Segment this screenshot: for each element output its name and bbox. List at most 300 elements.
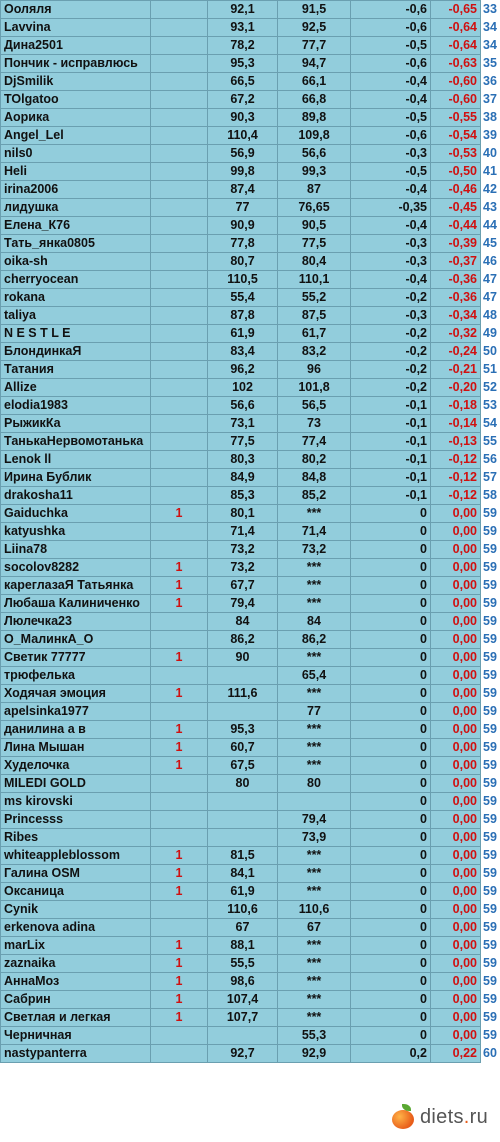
previous-weight <box>208 793 278 811</box>
current-weight: *** <box>278 721 351 739</box>
table-row <box>1 649 500 667</box>
participant-name: erkenova adina <box>1 919 151 937</box>
previous-weight: 96,2 <box>208 361 278 379</box>
table-row <box>1 847 500 865</box>
current-weight: *** <box>278 739 351 757</box>
participant-name: Ходячая эмоция <box>1 685 151 703</box>
table-row <box>1 829 500 847</box>
table-row <box>1 289 500 307</box>
rank-number: 60 <box>481 1045 500 1063</box>
percent-change: -0,20 <box>431 379 481 397</box>
rank-number: 47 <box>481 289 500 307</box>
missed-weigh-in-flag <box>151 793 208 811</box>
current-weight: *** <box>278 685 351 703</box>
table-row <box>1 1009 500 1027</box>
rank-number: 51 <box>481 361 500 379</box>
table-row <box>1 109 500 127</box>
previous-weight <box>208 811 278 829</box>
missed-weigh-in-flag <box>151 127 208 145</box>
table-row <box>1 235 500 253</box>
weight-change: -0,5 <box>351 163 431 181</box>
weight-change: -0,4 <box>351 271 431 289</box>
participant-name: rokana <box>1 289 151 307</box>
current-weight: 77,5 <box>278 235 351 253</box>
participant-name: apelsinka1977 <box>1 703 151 721</box>
percent-change: -0,12 <box>431 451 481 469</box>
previous-weight <box>208 1027 278 1045</box>
current-weight: *** <box>278 1009 351 1027</box>
missed-weigh-in-flag <box>151 217 208 235</box>
participant-name: Ооляля <box>1 1 151 19</box>
rank-number: 59 <box>481 685 500 703</box>
table-row <box>1 523 500 541</box>
previous-weight: 110,5 <box>208 271 278 289</box>
current-weight: 66,8 <box>278 91 351 109</box>
weight-change: 0 <box>351 595 431 613</box>
participant-name: Оксаница <box>1 883 151 901</box>
participant-name: whiteappleblossom <box>1 847 151 865</box>
percent-change: 0,00 <box>431 775 481 793</box>
missed-weigh-in-flag <box>151 325 208 343</box>
participant-name: DjSmilik <box>1 73 151 91</box>
rank-number: 43 <box>481 199 500 217</box>
previous-weight: 55,5 <box>208 955 278 973</box>
previous-weight: 61,9 <box>208 883 278 901</box>
percent-change: -0,45 <box>431 199 481 217</box>
percent-change: -0,13 <box>431 433 481 451</box>
table-body <box>1 1 500 1063</box>
participant-name: Светик 77777 <box>1 649 151 667</box>
rank-number: 59 <box>481 973 500 991</box>
percent-change: -0,63 <box>431 55 481 73</box>
weight-change: -0,4 <box>351 181 431 199</box>
percent-change: 0,00 <box>431 991 481 1009</box>
table-row <box>1 181 500 199</box>
percent-change: -0,12 <box>431 469 481 487</box>
missed-weigh-in-flag <box>151 667 208 685</box>
percent-change: -0,65 <box>431 1 481 19</box>
percent-change: 0,00 <box>431 811 481 829</box>
rank-number: 59 <box>481 541 500 559</box>
previous-weight: 85,3 <box>208 487 278 505</box>
percent-change: 0,00 <box>431 703 481 721</box>
missed-weigh-in-flag: 1 <box>151 757 208 775</box>
table-row <box>1 73 500 91</box>
previous-weight: 73,2 <box>208 559 278 577</box>
percent-change: -0,64 <box>431 19 481 37</box>
percent-change: -0,21 <box>431 361 481 379</box>
weight-change: 0 <box>351 667 431 685</box>
diets-logo <box>390 1104 488 1130</box>
participant-name: АннаМоз <box>1 973 151 991</box>
table-row <box>1 991 500 1009</box>
previous-weight: 55,4 <box>208 289 278 307</box>
percent-change: -0,39 <box>431 235 481 253</box>
missed-weigh-in-flag: 1 <box>151 847 208 865</box>
missed-weigh-in-flag <box>151 181 208 199</box>
rank-number: 47 <box>481 271 500 289</box>
rank-number: 59 <box>481 1027 500 1045</box>
percent-change: 0,00 <box>431 865 481 883</box>
weight-change: -0,3 <box>351 307 431 325</box>
missed-weigh-in-flag <box>151 613 208 631</box>
weight-change: 0 <box>351 937 431 955</box>
participant-name: cherryocean <box>1 271 151 289</box>
percent-change: -0,53 <box>431 145 481 163</box>
weight-change: 0 <box>351 991 431 1009</box>
current-weight: 73,2 <box>278 541 351 559</box>
weight-change: 0 <box>351 865 431 883</box>
participant-name: Дина2501 <box>1 37 151 55</box>
previous-weight: 90,3 <box>208 109 278 127</box>
missed-weigh-in-flag <box>151 55 208 73</box>
table-row <box>1 937 500 955</box>
current-weight: 110,1 <box>278 271 351 289</box>
weight-change: -0,2 <box>351 379 431 397</box>
table-row <box>1 127 500 145</box>
current-weight: *** <box>278 757 351 775</box>
missed-weigh-in-flag <box>151 361 208 379</box>
rank-number: 59 <box>481 829 500 847</box>
current-weight: 89,8 <box>278 109 351 127</box>
rank-number: 59 <box>481 991 500 1009</box>
participant-name: Тать_янка0805 <box>1 235 151 253</box>
missed-weigh-in-flag <box>151 163 208 181</box>
weight-change: -0,1 <box>351 397 431 415</box>
weight-change: 0 <box>351 811 431 829</box>
previous-weight: 67 <box>208 919 278 937</box>
table-row <box>1 505 500 523</box>
percent-change: -0,36 <box>431 289 481 307</box>
current-weight: 92,9 <box>278 1045 351 1063</box>
participant-name: N E S T L E <box>1 325 151 343</box>
previous-weight: 110,4 <box>208 127 278 145</box>
participant-name: Люлечка23 <box>1 613 151 631</box>
rank-number: 59 <box>481 937 500 955</box>
weight-change: -0,4 <box>351 217 431 235</box>
percent-change: 0,00 <box>431 523 481 541</box>
weight-change: 0 <box>351 1009 431 1027</box>
previous-weight: 95,3 <box>208 55 278 73</box>
previous-weight <box>208 667 278 685</box>
percent-change: -0,54 <box>431 127 481 145</box>
table-row <box>1 487 500 505</box>
rank-number: 34 <box>481 19 500 37</box>
current-weight: *** <box>278 865 351 883</box>
previous-weight: 88,1 <box>208 937 278 955</box>
previous-weight: 81,5 <box>208 847 278 865</box>
percent-change: 0,00 <box>431 1027 481 1045</box>
participant-name: О_МалинкА_О <box>1 631 151 649</box>
missed-weigh-in-flag: 1 <box>151 937 208 955</box>
percent-change: 0,00 <box>431 541 481 559</box>
table-row <box>1 793 500 811</box>
missed-weigh-in-flag <box>151 703 208 721</box>
rank-number: 59 <box>481 757 500 775</box>
participant-name: Princesss <box>1 811 151 829</box>
current-weight: 77,7 <box>278 37 351 55</box>
weight-change: 0 <box>351 883 431 901</box>
table-row <box>1 145 500 163</box>
previous-weight: 77 <box>208 199 278 217</box>
current-weight: 80,4 <box>278 253 351 271</box>
participant-name: Lenok ll <box>1 451 151 469</box>
rank-number: 59 <box>481 703 500 721</box>
weight-change: -0,1 <box>351 433 431 451</box>
rank-number: 56 <box>481 451 500 469</box>
percent-change: -0,32 <box>431 325 481 343</box>
weight-change: -0,6 <box>351 55 431 73</box>
rank-number: 59 <box>481 775 500 793</box>
weight-change: -0,2 <box>351 289 431 307</box>
previous-weight: 84,1 <box>208 865 278 883</box>
weight-change: 0 <box>351 721 431 739</box>
previous-weight: 86,2 <box>208 631 278 649</box>
rank-number: 38 <box>481 109 500 127</box>
weight-change: -0,3 <box>351 253 431 271</box>
current-weight: *** <box>278 505 351 523</box>
missed-weigh-in-flag: 1 <box>151 595 208 613</box>
rank-number: 59 <box>481 883 500 901</box>
percent-change: 0,00 <box>431 613 481 631</box>
rank-number: 46 <box>481 253 500 271</box>
rank-number: 59 <box>481 955 500 973</box>
previous-weight: 77,8 <box>208 235 278 253</box>
previous-weight: 84 <box>208 613 278 631</box>
current-weight: 85,2 <box>278 487 351 505</box>
rank-number: 42 <box>481 181 500 199</box>
missed-weigh-in-flag <box>151 307 208 325</box>
missed-weigh-in-flag <box>151 541 208 559</box>
rank-number: 59 <box>481 613 500 631</box>
table-row <box>1 1 500 19</box>
missed-weigh-in-flag: 1 <box>151 883 208 901</box>
participant-name: katyushka <box>1 523 151 541</box>
missed-weigh-in-flag <box>151 271 208 289</box>
previous-weight: 67,7 <box>208 577 278 595</box>
weight-change: 0 <box>351 703 431 721</box>
rank-number: 45 <box>481 235 500 253</box>
table-row <box>1 559 500 577</box>
rank-number: 59 <box>481 667 500 685</box>
rank-number: 34 <box>481 37 500 55</box>
rank-number: 50 <box>481 343 500 361</box>
percent-change: -0,34 <box>431 307 481 325</box>
percent-change: -0,64 <box>431 37 481 55</box>
rank-number: 53 <box>481 397 500 415</box>
weight-change: 0 <box>351 919 431 937</box>
missed-weigh-in-flag: 1 <box>151 739 208 757</box>
current-weight: *** <box>278 559 351 577</box>
rank-number: 37 <box>481 91 500 109</box>
participant-name: TOlgatoo <box>1 91 151 109</box>
missed-weigh-in-flag <box>151 901 208 919</box>
rank-number: 35 <box>481 55 500 73</box>
previous-weight: 95,3 <box>208 721 278 739</box>
table-row <box>1 433 500 451</box>
percent-change: -0,46 <box>431 181 481 199</box>
weight-change: -0,5 <box>351 109 431 127</box>
table-row <box>1 595 500 613</box>
table-row <box>1 631 500 649</box>
missed-weigh-in-flag: 1 <box>151 685 208 703</box>
percent-change: 0,00 <box>431 793 481 811</box>
percent-change: 0,00 <box>431 505 481 523</box>
percent-change: -0,37 <box>431 253 481 271</box>
rank-number: 54 <box>481 415 500 433</box>
participant-name: Ирина Бублик <box>1 469 151 487</box>
current-weight: 56,6 <box>278 145 351 163</box>
participant-name: Gaiduchka <box>1 505 151 523</box>
participant-name: Галина OSM <box>1 865 151 883</box>
weight-change: -0,3 <box>351 235 431 253</box>
percent-change: -0,50 <box>431 163 481 181</box>
missed-weigh-in-flag <box>151 451 208 469</box>
participant-name: taliya <box>1 307 151 325</box>
current-weight: 67 <box>278 919 351 937</box>
table-row <box>1 955 500 973</box>
missed-weigh-in-flag: 1 <box>151 955 208 973</box>
table-row <box>1 577 500 595</box>
table-row <box>1 163 500 181</box>
table-row <box>1 667 500 685</box>
weight-change: -0,2 <box>351 343 431 361</box>
missed-weigh-in-flag: 1 <box>151 991 208 1009</box>
table-row <box>1 91 500 109</box>
previous-weight: 102 <box>208 379 278 397</box>
percent-change: 0,00 <box>431 937 481 955</box>
previous-weight: 56,9 <box>208 145 278 163</box>
missed-weigh-in-flag <box>151 19 208 37</box>
weight-change: 0 <box>351 775 431 793</box>
rank-number: 59 <box>481 721 500 739</box>
rank-number: 59 <box>481 1009 500 1027</box>
weight-change: 0 <box>351 541 431 559</box>
previous-weight: 56,6 <box>208 397 278 415</box>
percent-change: 0,00 <box>431 883 481 901</box>
participant-name: zaznaika <box>1 955 151 973</box>
rank-number: 59 <box>481 739 500 757</box>
rank-number: 59 <box>481 505 500 523</box>
previous-weight: 60,7 <box>208 739 278 757</box>
previous-weight: 67,2 <box>208 91 278 109</box>
table-row <box>1 541 500 559</box>
current-weight: 77,4 <box>278 433 351 451</box>
missed-weigh-in-flag <box>151 487 208 505</box>
current-weight: 87,5 <box>278 307 351 325</box>
previous-weight: 71,4 <box>208 523 278 541</box>
weight-change: 0 <box>351 829 431 847</box>
rank-number: 40 <box>481 145 500 163</box>
missed-weigh-in-flag <box>151 235 208 253</box>
missed-weigh-in-flag <box>151 1027 208 1045</box>
participant-name: Liina78 <box>1 541 151 559</box>
participant-name: irina2006 <box>1 181 151 199</box>
weight-change: 0 <box>351 613 431 631</box>
weight-change: -0,5 <box>351 37 431 55</box>
rank-number: 59 <box>481 901 500 919</box>
missed-weigh-in-flag: 1 <box>151 865 208 883</box>
missed-weigh-in-flag: 1 <box>151 721 208 739</box>
table-row <box>1 883 500 901</box>
previous-weight: 80,1 <box>208 505 278 523</box>
missed-weigh-in-flag <box>151 523 208 541</box>
weight-change: 0 <box>351 685 431 703</box>
percent-change: 0,00 <box>431 757 481 775</box>
current-weight: *** <box>278 595 351 613</box>
participant-name: nils0 <box>1 145 151 163</box>
rank-number: 55 <box>481 433 500 451</box>
current-weight: 86,2 <box>278 631 351 649</box>
current-weight: 61,7 <box>278 325 351 343</box>
rank-number: 59 <box>481 577 500 595</box>
percent-change: -0,44 <box>431 217 481 235</box>
participant-name: Татания <box>1 361 151 379</box>
weight-change: -0,1 <box>351 487 431 505</box>
table-row <box>1 217 500 235</box>
percent-change: 0,00 <box>431 559 481 577</box>
table-row <box>1 775 500 793</box>
rank-number: 59 <box>481 847 500 865</box>
previous-weight: 84,9 <box>208 469 278 487</box>
table-row <box>1 865 500 883</box>
participant-name: Cynik <box>1 901 151 919</box>
participant-name: Любаша Калиниченко <box>1 595 151 613</box>
percent-change: 0,00 <box>431 577 481 595</box>
apple-icon <box>390 1104 416 1130</box>
participant-name: ТанькаНервомотанька <box>1 433 151 451</box>
participant-name: лидушка <box>1 199 151 217</box>
current-weight: 73 <box>278 415 351 433</box>
weight-change: 0 <box>351 847 431 865</box>
missed-weigh-in-flag <box>151 433 208 451</box>
participant-name: marLix <box>1 937 151 955</box>
missed-weigh-in-flag <box>151 91 208 109</box>
participant-name: elodia1983 <box>1 397 151 415</box>
table-row <box>1 379 500 397</box>
participant-name: oika-sh <box>1 253 151 271</box>
current-weight: 77 <box>278 703 351 721</box>
previous-weight: 87,4 <box>208 181 278 199</box>
rank-number: 48 <box>481 307 500 325</box>
weight-change: 0,2 <box>351 1045 431 1063</box>
table-row <box>1 19 500 37</box>
watermark-area <box>0 1098 500 1142</box>
missed-weigh-in-flag <box>151 631 208 649</box>
missed-weigh-in-flag <box>151 73 208 91</box>
rank-number: 49 <box>481 325 500 343</box>
current-weight: 71,4 <box>278 523 351 541</box>
current-weight <box>278 793 351 811</box>
percent-change: 0,00 <box>431 685 481 703</box>
weight-change: -0,1 <box>351 451 431 469</box>
percent-change: 0,00 <box>431 901 481 919</box>
rank-number: 59 <box>481 919 500 937</box>
weight-change: -0,3 <box>351 145 431 163</box>
rank-number: 58 <box>481 487 500 505</box>
missed-weigh-in-flag <box>151 919 208 937</box>
missed-weigh-in-flag <box>151 145 208 163</box>
percent-change: 0,22 <box>431 1045 481 1063</box>
missed-weigh-in-flag <box>151 811 208 829</box>
weight-change: -0,2 <box>351 361 431 379</box>
weight-change: 0 <box>351 757 431 775</box>
percent-change: -0,12 <box>431 487 481 505</box>
previous-weight: 73,1 <box>208 415 278 433</box>
current-weight: 92,5 <box>278 19 351 37</box>
rank-number: 59 <box>481 559 500 577</box>
weight-change: 0 <box>351 973 431 991</box>
